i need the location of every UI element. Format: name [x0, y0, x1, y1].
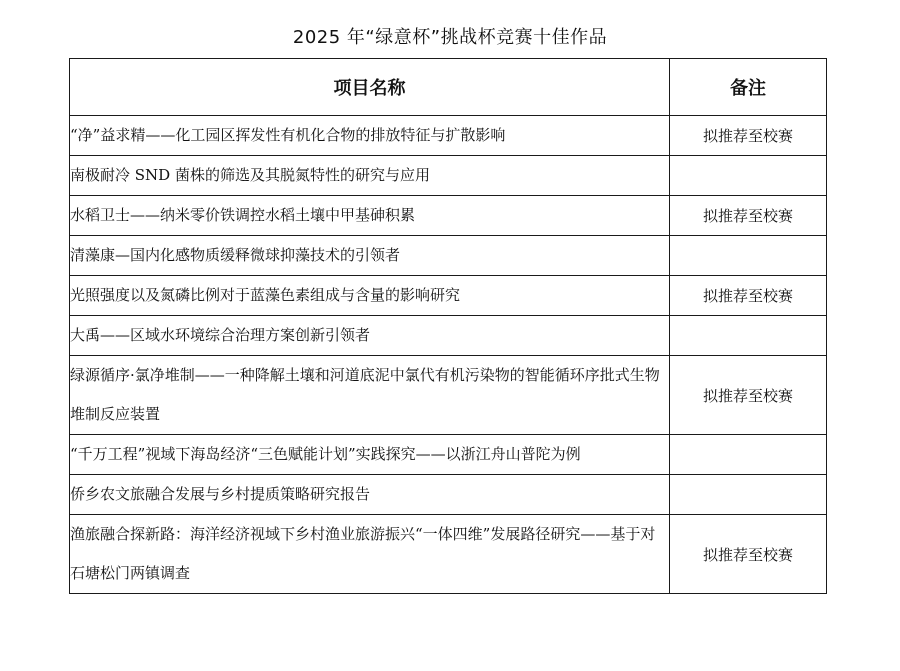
- project-name-cell: 绿源循序·氯净堆制——一种降解土壤和河道底泥中氯代有机污染物的智能循环序批式生物堆制反应装置: [70, 356, 670, 435]
- note-cell: [670, 316, 827, 356]
- project-name-cell: 清藻康—国内化感物质缓释微球抑藻技术的引领者: [70, 236, 670, 276]
- note-cell: [670, 475, 827, 515]
- column-header-note: 备注: [670, 59, 827, 116]
- table-row: [70, 156, 827, 196]
- column-header-project-name: 项目名称: [70, 59, 670, 116]
- project-name-cell: 大禹——区域水环境综合治理方案创新引领者: [70, 316, 670, 356]
- project-name-cell: 渔旅融合探新路：海洋经济视域下乡村渔业旅游振兴“一体四维”发展路径研究——基于对石塘松门两镇调查: [70, 515, 670, 594]
- note-cell: 拟推荐至校赛: [670, 356, 827, 435]
- note-cell: 拟推荐至校赛: [670, 515, 827, 594]
- page-title: 2025 年“绿意杯”挑战杯竞赛十佳作品: [292, 27, 608, 48]
- table-header-row: [70, 59, 827, 116]
- table-row: [70, 236, 827, 276]
- note-cell: 拟推荐至校赛: [670, 196, 827, 236]
- note-cell: 拟推荐至校赛: [670, 276, 827, 316]
- table-row: [70, 515, 827, 594]
- project-name-cell: “净”益求精——化工园区挥发性有机化合物的排放特征与扩散影响: [70, 116, 670, 156]
- table-row: [70, 196, 827, 236]
- table-row: [70, 435, 827, 475]
- table-row: [70, 276, 827, 316]
- table-row: [70, 316, 827, 356]
- note-cell: [670, 156, 827, 196]
- awards-table: [69, 58, 827, 594]
- project-name-cell: 南极耐冷 SND 菌株的筛选及其脱氮特性的研究与应用: [70, 156, 670, 196]
- note-cell: [670, 435, 827, 475]
- project-name-cell: 光照强度以及氮磷比例对于蓝藻色素组成与含量的影响研究: [70, 276, 670, 316]
- note-cell: 拟推荐至校赛: [670, 116, 827, 156]
- project-name-cell: “千万工程”视域下海岛经济“三色赋能计划”实践探究——以浙江舟山普陀为例: [70, 435, 670, 475]
- project-name-cell: 侨乡农文旅融合发展与乡村提质策略研究报告: [70, 475, 670, 515]
- note-cell: [670, 236, 827, 276]
- table-row: [70, 356, 827, 435]
- project-name-cell: 水稻卫士——纳米零价铁调控水稻土壤中甲基砷积累: [70, 196, 670, 236]
- table-row: [70, 475, 827, 515]
- table-row: [70, 116, 827, 156]
